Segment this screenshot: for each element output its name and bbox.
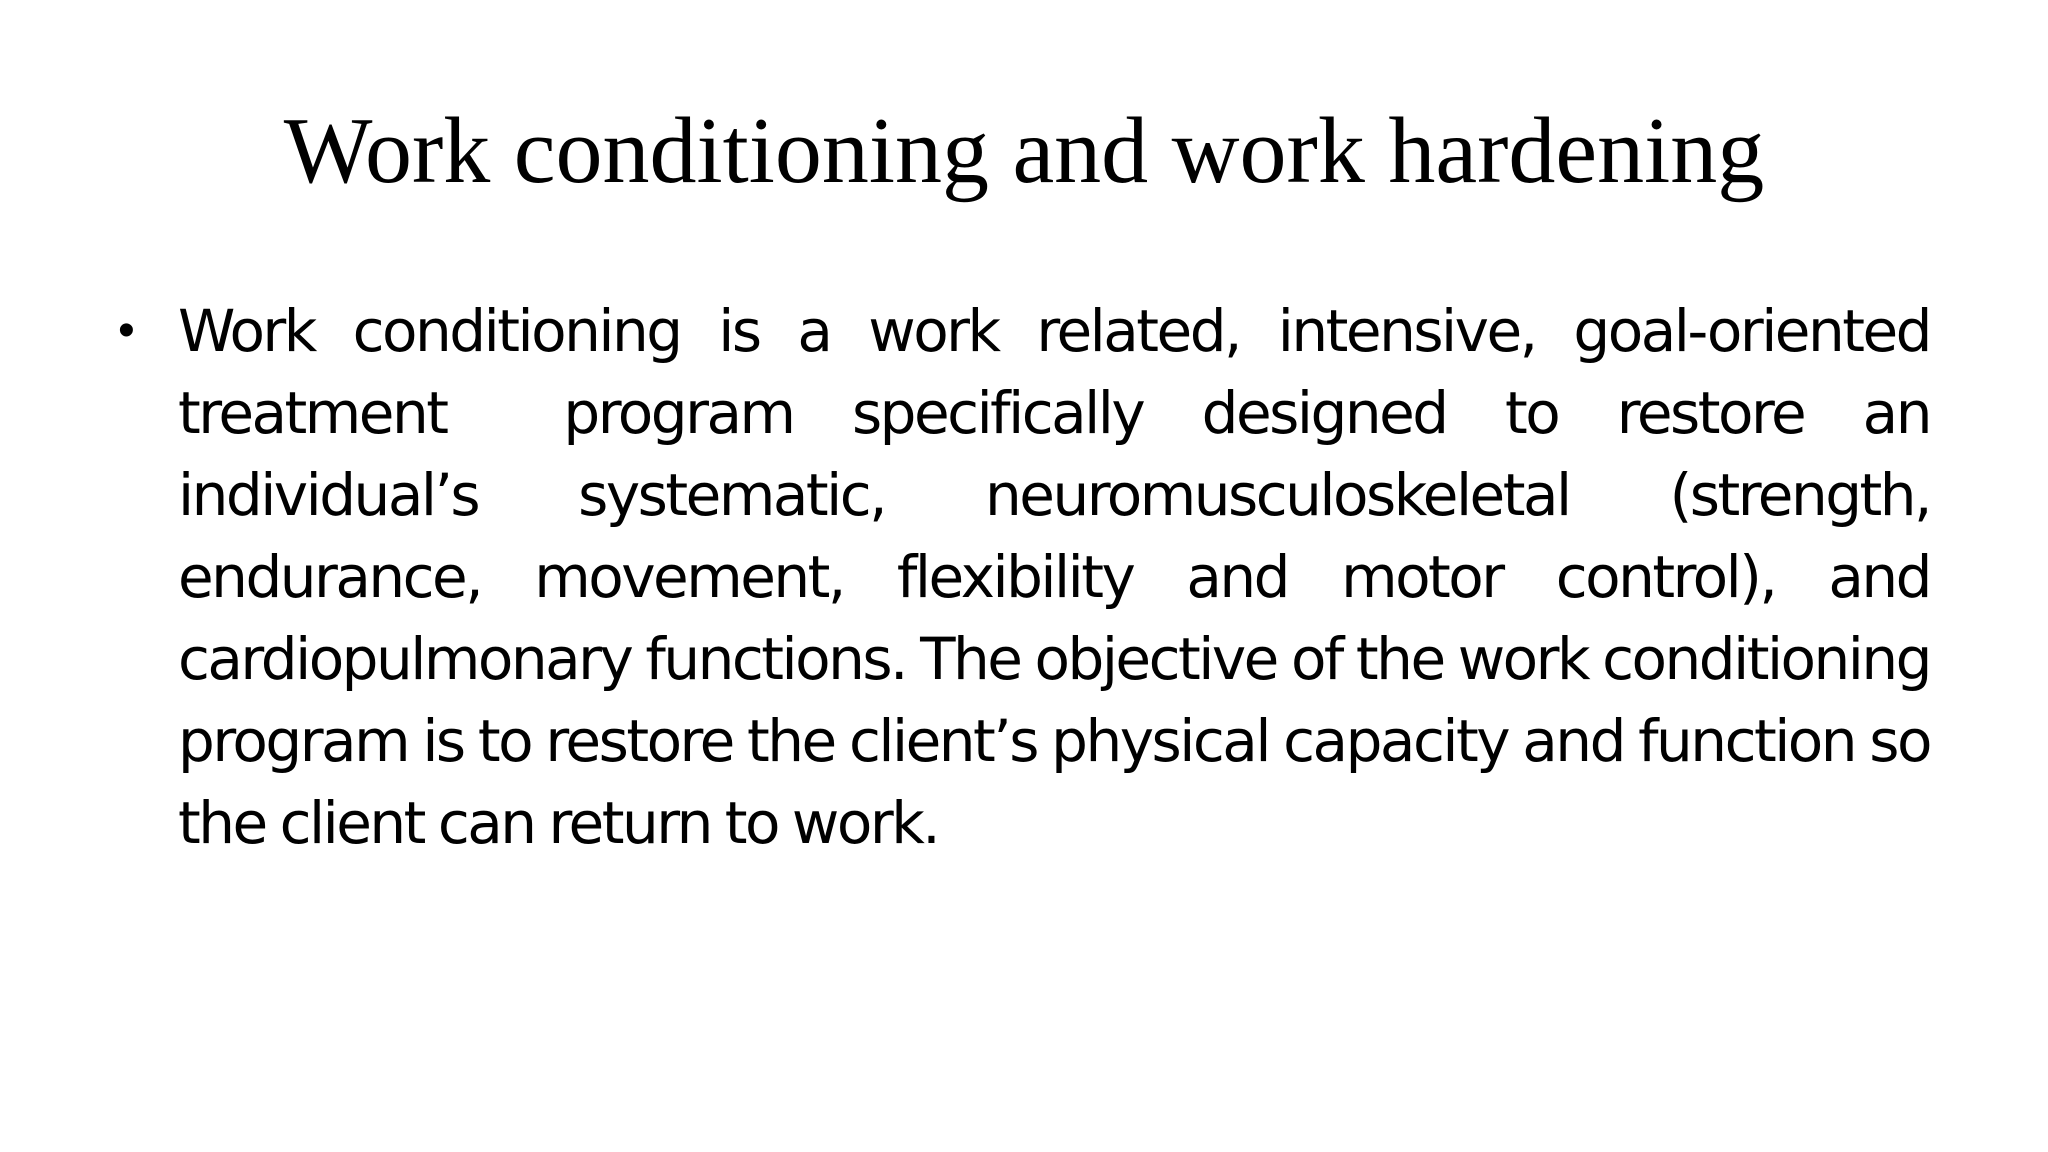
bullet-text: Work conditioning is a work related, intensive, goal-oriented treatment program specifically designed to restore an individual’s systematic, neuromusculoskeletal (strength, endurance, movement, flexibility and motor control), and cardiopulmonary functions. The objective of the work conditioning program is to restore the client’s physical capacity and function so the client can return to work.: [178, 297, 1944, 857]
bullet-list: [118, 290, 1944, 864]
bullet-marker: •: [118, 304, 135, 357]
slide-title: Work conditioning and work hardening: [283, 99, 1765, 203]
bullet-item: [118, 290, 1944, 864]
